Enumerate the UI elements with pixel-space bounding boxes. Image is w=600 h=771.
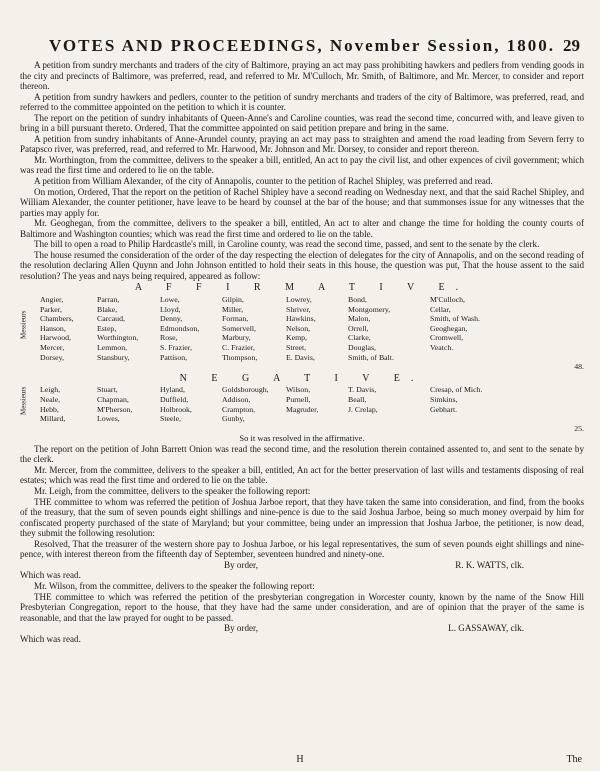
affirmative-names — [40, 295, 584, 372]
which-was-read: Which was read. — [20, 633, 81, 644]
member-name — [430, 353, 584, 363]
member-name — [348, 414, 430, 424]
member-name: Crampton, — [222, 404, 256, 414]
negative-side-label: Messieurs — [19, 386, 28, 416]
vote-count: 25. — [574, 423, 584, 433]
member-name: Shriver, — [286, 304, 311, 314]
which-was-read: Which was read. — [20, 570, 81, 581]
negative-names — [40, 385, 584, 433]
member-name: Bond, — [348, 295, 367, 305]
document-body — [20, 60, 584, 644]
member-name: Veatch. — [430, 343, 454, 352]
member-name: Gebhart. — [430, 404, 458, 414]
member-name: Montgomery, — [348, 304, 391, 314]
paragraph: A petition from William Alexander, of the city of Annapolis, counter to the petition of Rachel Shipley, was preferred and read. — [34, 176, 493, 187]
signature-line — [20, 560, 584, 571]
paragraph: The house resumed the consideration of the order of the day respecting the election of delegates for the city of Annapolis, and on the second reading of the resolution declaring Allen Quynn and John Johnson entitled to hold their seats in this house, the question was put, That the house assent to the said resolution? The yeas and nays being required, appeared as follow: — [20, 249, 584, 281]
member-name: M'Pherson, — [97, 404, 133, 414]
member-name: Addison, — [222, 394, 251, 404]
member-name: Miller, — [222, 304, 244, 314]
vote-count: 48. — [574, 362, 584, 372]
member-name: Duffield, — [160, 394, 189, 404]
member-name: Holbrook, — [160, 404, 192, 414]
member-name: M'Culloch, — [430, 295, 465, 305]
member-name: Parran, — [97, 295, 120, 305]
member-name: S. Frazier, — [160, 343, 192, 352]
paragraph: Resolved, That the treasurer of the western shore pay to Joshua Jarboe, or his legal representatives, the sum of seven pounds eight shillings and nine-pence, with interest thereon from the fifteenth day of September, seventeen hundred and ninety-one. — [20, 538, 584, 560]
member-name: Lowe, — [160, 295, 180, 305]
paragraph: On motion, Ordered, That the report on the petition of Rachel Shipley have a second reading on Wednesday next, and that the said Rachel Shipley, and William Alexander, the counter petitioner, have leave to be heard by counsel at the bar of the house; and that summonses issue for any witnesses that the parties may apply for. — [20, 186, 584, 218]
member-name: Pattison, — [160, 352, 188, 362]
member-name: Leigh, — [40, 385, 61, 395]
paragraph: Mr. Worthington, from the committee, delivers to the speaker a bill, entitled, An act to pay the civil list, and other expences of civil government; which was read the first time and ordered to lie on the table. — [20, 154, 584, 176]
member-name: Purnell, — [286, 394, 311, 404]
paragraph: A petition from sundry merchants and traders of the city of Baltimore, praying an act may pass prohibiting hawkers and pedlers from vending goods in the city and precincts of Baltimore, was preferred, read, and referred to Mr. M'Culloch, Mr. Smith, of Baltimore, and Mr. Mercer, to consider and report thereon. — [20, 60, 584, 92]
member-name: Angier, — [40, 295, 64, 305]
member-name: Steele, — [160, 414, 181, 424]
member-name: Cresap, of Mich. — [430, 385, 483, 395]
member-name: Malon, — [348, 314, 371, 324]
member-name: Forman, — [222, 314, 249, 324]
member-name: Estep, — [97, 323, 117, 333]
member-name: Gunby, — [222, 414, 245, 424]
member-name: Hebb, — [40, 404, 59, 414]
member-name: Marbury, — [222, 333, 251, 343]
member-name: Edmondson, — [160, 323, 200, 333]
member-name: Neale, — [40, 394, 61, 404]
member-name: Lemmon, — [97, 343, 128, 352]
resolution-result: So it was resolved in the affirmative. — [239, 433, 365, 444]
member-name: Douglas, — [348, 343, 376, 352]
member-name: Magruder, — [286, 404, 319, 414]
catchword: The — [566, 754, 582, 765]
affirmative-heading: A F F I R M A T I V E. — [134, 282, 470, 294]
member-name: C. Frazier, — [222, 343, 255, 352]
affirmative-block — [19, 295, 584, 372]
member-name: Beall, — [348, 394, 367, 404]
member-name: Worthington, — [97, 333, 139, 343]
member-name: Chapman, — [97, 394, 129, 404]
member-name: Street, — [286, 343, 307, 352]
member-name: Harwood, — [40, 333, 71, 343]
paragraph: Mr. Mercer, from the committee, delivers to the speaker a bill, entitled, An act for the better preservation of last wills and testaments disposing of real estates; which was read the first time and ordered to lie on the table. — [20, 464, 584, 486]
member-name: Chambers, — [40, 314, 74, 324]
member-name: Lloyd, — [160, 304, 181, 314]
member-name — [286, 414, 348, 424]
by-order: By order, — [224, 623, 258, 634]
paragraph: A petition from sundry hawkers and pedlers, counter to the petition of sundry merchants and traders of the city of Baltimore, was preferred, read, and referred to the committee appointed on the petition to which it is counter. — [20, 91, 584, 113]
paragraph: The report on the petition of John Barrett Onion was read the second time, and the resolution therein contained assented to, and sent to the senate by the clerk. — [20, 443, 584, 465]
member-name: Smith, of Wash. — [430, 314, 480, 324]
member-name: Hawkins, — [286, 314, 316, 324]
member-name: Denny, — [160, 314, 183, 324]
member-name: Smith, of Balt. — [348, 352, 394, 362]
member-name: Stansbury, — [97, 352, 130, 362]
member-name: Stuart, — [97, 385, 118, 395]
member-name: T. Davis, — [348, 385, 377, 395]
member-name: E. Davis, — [286, 352, 315, 362]
member-name: Cellar, — [430, 304, 451, 314]
member-name: Geoghegan, — [430, 323, 468, 333]
paragraph: The report on the petition of sundry inhabitants of Queen-Anne's and Caroline counties, was read the second time, concurred with, and leave given to bring in a bill pursuant thereto. Ordered, That the committee appointed on said petition prepare and bring in the same. — [20, 112, 584, 134]
paragraph: Mr. Wilson, from the committee, delivers to the speaker the following report: — [34, 580, 315, 591]
clerk-name: R. K. WATTS, clk. — [455, 559, 524, 570]
paragraph: Mr. Geoghegan, from the committee, delivers to the speaker a bill, entitled, An act to alter and change the time for holding the county courts of Baltimore and Washington counties; which was read the first time and ordered to lie on the table. — [20, 218, 584, 239]
member-name: Wilson, — [286, 385, 311, 395]
affirmative-side-label: Messieurs — [19, 311, 28, 340]
negative-heading: N E G A T I V E. — [179, 372, 425, 384]
paragraph: THE committee to whom was referred the petition of Joshua Jarboe report, that they have taken the same into consideration, and find, from the books of the treasury, that the sum of seven pounds eight shillings and nine-pence is due to the said Joshua Jarboe, being so much money overpaid by him for confiscated property purchased of the state of Maryland; but your committee, being under an impression that Joshua Jarboe, the petitioner, is now dead, they submit the following resolution: — [20, 496, 584, 539]
member-name: Parker, — [40, 304, 62, 314]
member-name: Dorsey, — [40, 352, 64, 362]
member-name: Kemp, — [286, 333, 308, 343]
member-name: Nelson, — [286, 323, 311, 333]
member-name: Goldsborough, — [222, 385, 269, 395]
signature-line — [20, 623, 584, 634]
member-name: Lowes, — [97, 414, 120, 424]
member-name: Millard, — [40, 414, 66, 424]
member-name: Thompson, — [222, 352, 258, 362]
member-name: Hanson, — [40, 323, 66, 333]
member-name — [430, 414, 584, 424]
member-name: Mercer, — [40, 343, 65, 352]
page-number: 29 — [563, 36, 580, 55]
member-name: Clarke, — [348, 333, 371, 343]
member-name: Somervell, — [222, 323, 256, 333]
member-name: Hyland, — [160, 385, 185, 395]
page-title: VOTES AND PROCEEDINGS, November Session, 1800. — [48, 36, 555, 55]
member-name: Simkins, — [430, 394, 458, 404]
member-name: Lowrey, — [286, 295, 312, 305]
member-name: Carcaud, — [97, 314, 125, 324]
paragraph: THE committee to which was referred the petition of the presbyterian congregation in Worcester county, known by the name of the Snow Hill Presbyterian Congregation, report to the house, that they have had the same under consideration, and are of opinion that the prayer of the same is reasonable, and that the law prayed for ought to be passed. — [20, 591, 584, 623]
paragraph: The bill to open a road to Philip Hardcastle's mill, in Caroline county, was read the second time, passed, and sent to the senate by the clerk. — [34, 239, 540, 250]
member-name: Blake, — [97, 304, 118, 314]
by-order: By order, — [224, 559, 258, 570]
negative-block — [19, 385, 584, 433]
clerk-name: L. GASSAWAY, clk. — [448, 623, 524, 634]
member-name: Rose, — [160, 333, 178, 343]
page-header — [20, 36, 584, 58]
paragraph: Mr. Leigh, from the committee, delivers to the speaker the following report: — [34, 486, 311, 497]
member-name: Cromwell, — [430, 333, 464, 343]
member-name: Gilpin, — [222, 295, 244, 305]
paragraph: A petition from sundry inhabitants of Anne-Arundel county, praying an act may pass to straighten and amend the road leading from Severn ferry to Patapsco river, was preferred, read, and referred to Mr. Harwood, Mr. Johnson and Mr. Dorsey, to consider and report thereon. — [20, 133, 584, 155]
member-name: Orrell, — [348, 323, 369, 333]
member-name: J. Crelap, — [348, 404, 378, 414]
signature-mark: H — [296, 754, 304, 765]
